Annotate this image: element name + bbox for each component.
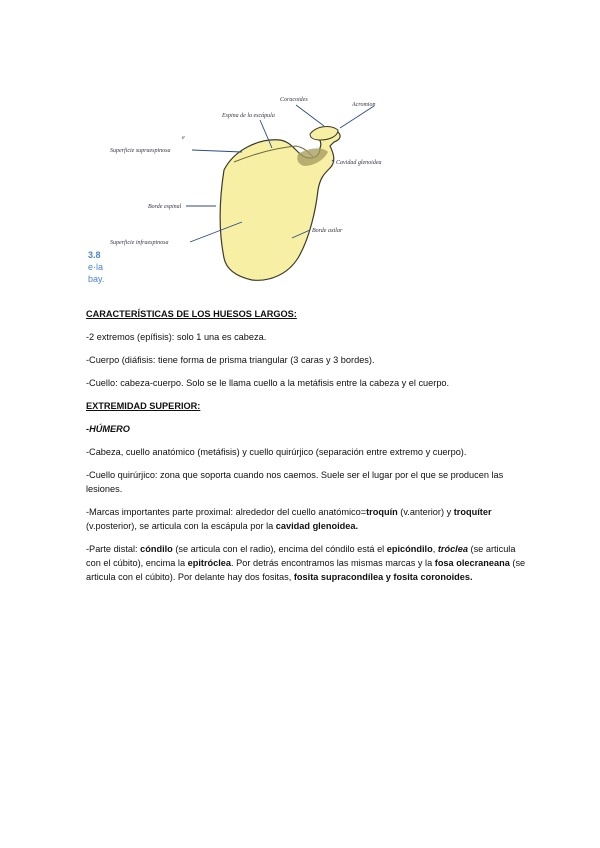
paragraph-cuerpo: -Cuerpo (diáfisis: tiene forma de prisma triangular (3 caras y 3 bordes). (86, 355, 375, 365)
distal-text-5: . Por detrás encontramos las mismas marcas y la (231, 558, 435, 568)
paragraph-cuello-quirurjico: -Cuello quirúrjico: zona que soporta cuando nos caemos. Suele ser el lugar por el que se producen las lesiones. (86, 470, 504, 494)
term-troquin: troquín (366, 507, 398, 517)
label-supraespinosa: Superficie supraespinosa (110, 148, 171, 154)
marcas-text-2: (v.anterior) y (397, 507, 454, 517)
distal-text-6: (se articula con el cúbito). Por delante hay dos fositas, (86, 558, 526, 582)
paragraph-marcas (86, 505, 526, 533)
label-acromion: Acromion (352, 102, 376, 108)
term-cavidad-glenoidea: cavidad glenoidea. (275, 521, 358, 531)
label-coracoides: Coracoides (280, 97, 308, 103)
heading-humero (86, 422, 526, 436)
term-epitroclea: epitróclea (187, 558, 232, 568)
term-troquiter: troquíter (453, 507, 492, 517)
term-fositas: fosita supracondílea y fosita coronoides. (293, 572, 473, 582)
paragraph-cuello: -Cuello: cabeza-cuerpo. Solo se le llama cuello a la metáfisis entre la cabeza y el cuerpo. (86, 378, 450, 388)
humero-title: HÚMERO (89, 424, 130, 434)
scapula-figure (84, 88, 414, 288)
term-condilo: cóndilo (140, 544, 173, 554)
marcas-text-3: (v.posterior), se articula con la escápula por la (86, 521, 276, 531)
marcas-text-1: -Marcas importantes parte proximal: alrededor del cuello anatómico= (86, 507, 367, 517)
scapula-illustration (84, 88, 414, 288)
term-troclea: tróclea (437, 544, 468, 554)
term-epicondilo: epicóndilo (386, 544, 433, 554)
heading-extremidad-superior: EXTREMIDAD SUPERIOR: (86, 401, 201, 411)
label-espina: Espina de la escápula (222, 113, 275, 119)
paragraph-distal (86, 542, 526, 584)
label-infraespinosa: Superficie infraespinosa (110, 240, 169, 246)
humero-prefix: - (86, 424, 90, 434)
term-fosa-olecraneana: fosa olecraneana (434, 558, 510, 568)
caption-fragment-number: 3.8 (88, 250, 101, 260)
label-borde-axilar: Borde axilar (312, 228, 343, 234)
label-glenoidea: Cavidad glenoidea (336, 160, 382, 166)
label-stray: e (182, 135, 185, 141)
caption-fragment-line3: bay. (88, 274, 105, 284)
distal-text-1: -Parte distal: (86, 544, 141, 554)
distal-text-2: (se articula con el radio), encima del cóndilo está el (172, 544, 387, 554)
paragraph-cabeza: -Cabeza, cuello anatómico (metáfisis) y cuello quirúrjico (separación entre extremo y cuerpo). (86, 447, 467, 457)
distal-text-4: (se articula con el cúbito), encima la (86, 544, 516, 568)
document-body (86, 307, 526, 593)
distal-text-3: , (432, 544, 438, 554)
heading-caracteristicas: CARACTERÍSTICAS DE LOS HUESOS LARGOS: (86, 309, 297, 319)
label-borde-espinal: Borde espinal (148, 204, 182, 210)
paragraph-extremos: -2 extremos (epífisis): solo 1 una es cabeza. (86, 332, 267, 342)
caption-fragment-line2: e·la (88, 262, 104, 272)
